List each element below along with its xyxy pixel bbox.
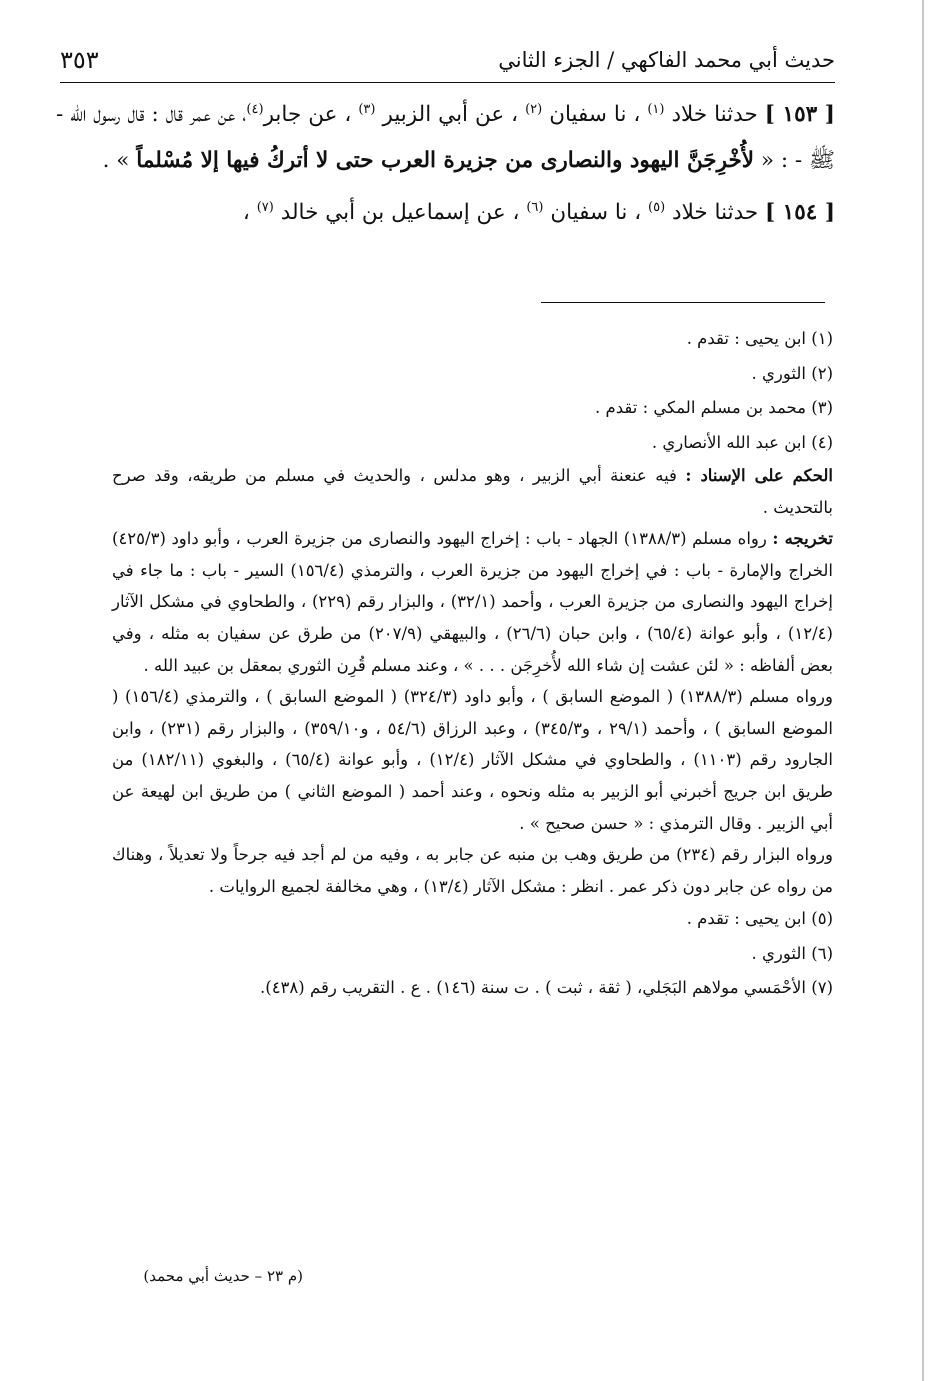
signature-mark: (م ٢٣ – حديث أبي محمد)	[143, 1267, 303, 1285]
isnad-part: ، عن جابر	[263, 102, 352, 127]
footnote-2: (٢) الثوري .	[751, 363, 833, 383]
footnote-ref: (١)	[647, 101, 665, 117]
hadith-154	[56, 190, 835, 236]
footnote-ref: (٢)	[525, 101, 543, 117]
takhrij-paragraph-2: ورواه مسلم (١٣٨٨/٣) ( الموضع السابق ) ، وأبو داود (٣٢٤/٣) ( الموضع السابق ) ، والترمذي (١٥٦/٤) ( الموضع السابق ) ، وأحمد (٢٩/١ ، و٣٤٥/٣) ، وعبد الرزاق (٥٤/٦ ، و٣٥٩/١٠) ، والبزار رقم (٢٣١) ، وابن الجارود رقم (١١٠٣) ، والطحاوي في مشكل الآثار (١٢/٤) ، وأبو عوانة (٦٥/٤) ، والبغوي (١٨٢/١١) من طريق ابن جريج أخبرني أبو الزبير به مثله ونحوه ، وعند أحمد ( الموضع الثاني ) من طريق ابن لهيعة عن أبي الزبير . وقال الترمذي : « حسن صحيح » .	[112, 687, 833, 833]
takhrij-label: تخريجه :	[772, 529, 834, 549]
quote-close: » .	[102, 148, 130, 173]
isnad-part: حدثنا خلاد	[672, 200, 759, 225]
isnad-part: ، نا سفيان	[550, 200, 642, 225]
isnad-part: ، عن عمر قال : قال رسول الله - ﷺ - : «	[56, 102, 835, 173]
page-number: ٣٥٣	[60, 46, 99, 74]
footnote-1: (١) ابن يحيى : تقدم .	[686, 329, 833, 348]
hadith-matn: لأُخْرِجَنَّ اليهود والنصارى من جزيرة العرب حتى لا أتركُ فيها إلا مُسْلماً	[136, 148, 755, 173]
isnad-part: حدثنا خلاد	[671, 102, 758, 127]
footnotes	[112, 322, 833, 1006]
footnote-ref: (٧)	[256, 199, 274, 215]
running-header	[60, 38, 835, 83]
takhrij-paragraph-3: ورواه البزار رقم (٢٣٤) من طريق وهب بن منبه عن جابر به ، وفيه من لم أجد فيه جرحاً ولا تعديلاً ، وهناك من رواه عن جابر دون ذكر عمر . انظر : مشكل الآثار (١٣/٤) ، وهي مخالفة لجميع الروايات .	[112, 845, 833, 896]
hadith-153	[56, 92, 835, 184]
footnote-separator	[541, 302, 825, 303]
footnote-5: (٥) ابن يحيى : تقدم .	[686, 909, 833, 929]
hadith-number: [ ١٥٤ ]	[765, 200, 835, 225]
hukm-label: الحكم على الإسناد :	[685, 466, 833, 485]
isnad-part: ،	[242, 200, 250, 225]
footnote-ref: (٥)	[648, 199, 666, 215]
isnad-part: ، عن أبي الزبير	[382, 102, 519, 127]
footnote-7: (٧) الأحْمَسي مولاهم البَجَلي، ( ثقة ، ثبت ) . ت سنة (١٤٦) . ع . التقريب رقم (٤٣٨).	[260, 978, 833, 998]
scan-edge-line	[922, 0, 924, 1381]
footnote-ref: (٦)	[526, 199, 544, 215]
hukm-paragraph	[112, 460, 833, 523]
footnote-3: (٣) محمد بن مسلم المكي : تقدم .	[595, 398, 833, 417]
footnote-6: (٦) الثوري .	[751, 943, 833, 963]
takhrij-text: رواه مسلم (١٣٨٨/٣) الجهاد - باب : إخراج اليهود والنصارى من جزيرة العرب ، وأبو داود (٤٢٥/٣) الخراج والإمارة - باب : في إخراج اليهود من جزيرة العرب ، والترمذي (١٥٦/٤) السير - باب : ما جاء في إخراج اليهود والنصارى من جزيرة العرب ، وأحمد (٣٢/١) ، والبزار رقم (٢٢٩) ، والطحاوي في مشكل الآثار (١٢/٤) ، وأبو عوانة (٦٥/٤) ، وابن حبان (٢٦/٦) ، والبيهقي (٢٠٧/٩) من طرق عن سفيان به مثله ، وفي بعض ألفاظه : « لئن عشت إن شاء الله لأُخرِجَن . . . » ، وعند مسلم قُرِن الثوري بمعقل بن عبيد الله .	[112, 529, 834, 675]
hadith-number: [ ١٥٣ ]	[764, 102, 835, 127]
footnote-ref: (٣)	[358, 101, 376, 117]
isnad-part: ، عن إسماعيل بن أبي خالد	[280, 200, 520, 225]
footnote-ref: (٤)	[246, 101, 264, 117]
footnote-4: (٤) ابن عبد الله الأنصاري .	[651, 432, 833, 452]
header-title: حديث أبي محمد الفاكهي / الجزء الثاني	[498, 48, 835, 72]
takhrij-paragraph	[112, 523, 833, 681]
main-text	[56, 92, 835, 236]
isnad-part: ، نا سفيان	[549, 102, 641, 127]
hukm-text: فيه عنعنة أبي الزبير ، وهو مدلس ، والحديث في مسلم من طريقه، وقد صرح بالتحديث .	[112, 466, 833, 517]
